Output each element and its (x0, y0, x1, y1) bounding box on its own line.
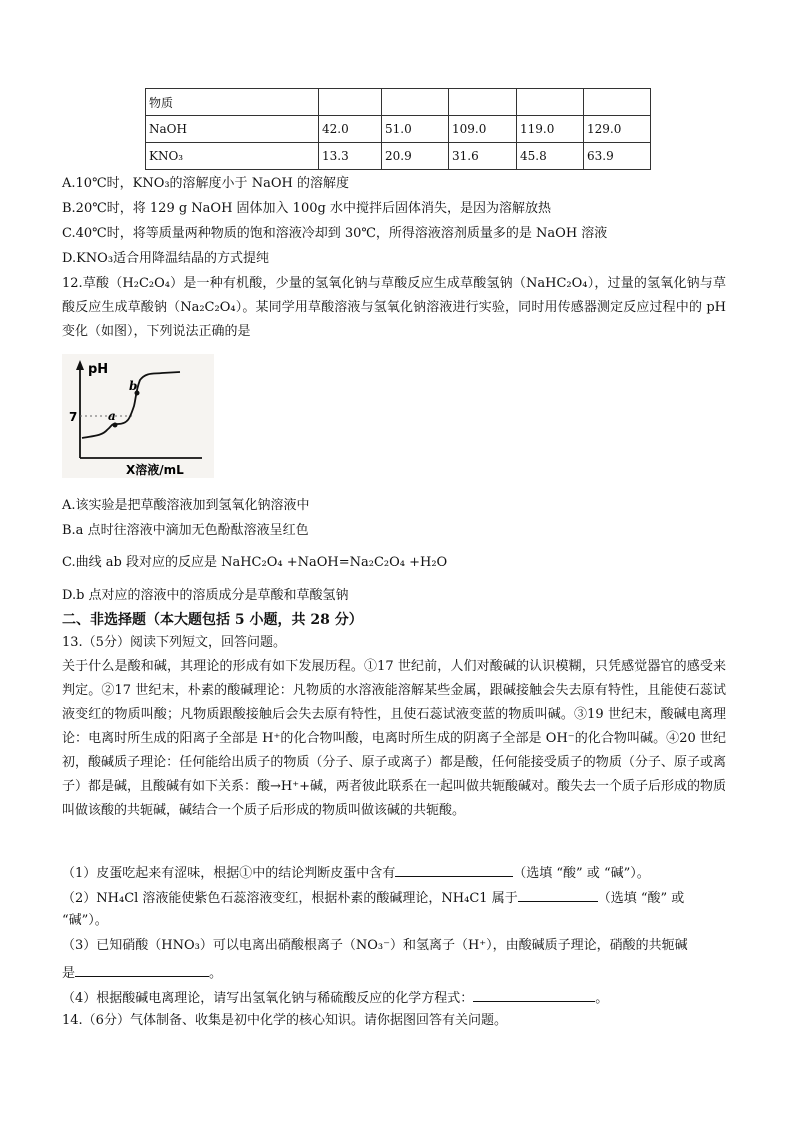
table-cell: 13.3 (319, 143, 382, 170)
x-axis-label: X溶液/mL (126, 463, 184, 477)
table-row (146, 116, 651, 143)
q13-subq-2-cont: “碱”）。 (62, 913, 108, 928)
q13-subq-3-lead: 是 (62, 966, 76, 981)
q11-option-d: D.KNO₃适合用降温结晶的方式提纯 (62, 251, 270, 266)
answer-blank-1[interactable] (395, 862, 513, 877)
table-cell: 42.0 (319, 116, 382, 143)
q13-title: 13.（5分）阅读下列短文，回答问题。 (62, 635, 286, 650)
answer-blank-3[interactable] (75, 962, 209, 977)
q14-title: 14.（6分）气体制备、收集是初中化学的核心知识。请你据图回答有关问题。 (62, 1013, 507, 1028)
table-cell: 119.0 (517, 116, 584, 143)
q12-option-c: C.曲线 ab 段对应的反应是 NaHC₂O₄ +NaOH=Na₂C₂O₄ +H₂O (62, 555, 448, 570)
q13-subq-4-text: （4）根据酸碱电离理论，请写出氢氧化钠与稀硫酸反应的化学方程式： (62, 991, 474, 1006)
q12-option-a: A.该实验是把草酸溶液加到氢氧化钠溶液中 (62, 498, 310, 513)
table-cell: 20.9 (382, 143, 449, 170)
q13-subq-1 (62, 862, 650, 883)
table-row (146, 143, 651, 170)
table-cell: KNO₃ (146, 143, 319, 170)
table-cell (584, 89, 651, 116)
q13-subq-4-end: 。 (595, 991, 609, 1006)
table-cell: 31.6 (449, 143, 517, 170)
table-cell (382, 89, 449, 116)
table-cell: 129.0 (584, 116, 651, 143)
ph-curve-chart (62, 354, 214, 478)
q13-subq-1-text: （1）皮蛋吃起来有涩味，根据①中的结论判断皮蛋中含有 (62, 866, 396, 881)
point-b-label: b (129, 379, 138, 393)
table-cell (517, 89, 584, 116)
table-cell: 物质 (146, 89, 319, 116)
q12-option-b: B.a 点时往溶液中滴加无色酚酞溶液呈红色 (62, 523, 309, 538)
table-cell: 51.0 (382, 116, 449, 143)
q13-subq-3-cont (62, 962, 222, 983)
q11-option-a: A.10℃时，KNO₃的溶解度小于 NaOH 的溶解度 (62, 176, 349, 191)
q13-subq-2-text: （2）NH₄Cl 溶液能使紫色石蕊溶液变红，根据朴素的酸碱理论，NH₄C1 属于 (62, 891, 518, 906)
q13-subq-2 (62, 887, 684, 908)
table-header-row (146, 89, 651, 116)
table-cell: 109.0 (449, 116, 517, 143)
q13-passage: 关于什么是酸和碱，其理论的形成有如下发展历程。①17 世纪前，人们对酸碱的认识模糊，只凭感觉器官的感受来判定。②17 世纪末，朴素的酸碱理论：凡物质的水溶液能溶解某些金属，跟碱接触会失去原有特性，且能使石蕊试液变红的物质叫酸；凡物质跟酸接触后会失去原有特性，且使石蕊试液变蓝的物质叫碱。③19 世纪末，酸碱电离理论：电离时所生成的阳离子全部是 H⁺的化合物叫酸，电离时所生成的阴离子全部是 OH⁻的化合物叫碱。④20 世纪初，酸碱质子理论：任何能给出质子的物质（分子、原子或离子）都是酸，任何能接受质子的物质（分子、原子或离子）都是碱，且酸碱有如下关系：酸→H⁺+碱，两者彼此联系在一起叫做共轭酸碱对。酸失去一个质子后形成的物质叫做该酸的共轭碱，碱结合一个质子后形成的物质叫做该碱的共轭酸。 (62, 659, 726, 818)
q11-option-b: B.20℃时，将 129 g NaOH 固体加入 100g 水中搅拌后固体消失，是因为溶解放热 (62, 201, 551, 216)
y-axis-label: pH (88, 362, 109, 377)
y-tick-7: 7 (69, 410, 78, 424)
table-cell: 63.9 (584, 143, 651, 170)
q13-subq-4 (62, 987, 608, 1008)
answer-blank-4[interactable] (473, 987, 595, 1002)
q13-subq-3-end: 。 (209, 966, 223, 981)
point-a-marker (113, 423, 118, 428)
q13-subq-2-hint: （选填 “酸” 或 (597, 891, 685, 906)
q11-option-c: C.40℃时，将等质量两种物质的饱和溶液冷却到 30℃，所得溶液溶剂质量多的是 NaOH 溶液 (62, 226, 608, 241)
table-cell: 45.8 (517, 143, 584, 170)
point-a-label: a (108, 409, 116, 423)
section-heading: 二、非选择题（本大题包括 5 小题，共 28 分） (62, 612, 363, 628)
chart-background (62, 354, 214, 478)
q13-subq-3: （3）已知硝酸（HNO₃）可以电离出硝酸根离子（NO₃⁻）和氢离子（H⁺），由酸碱质子理论，硝酸的共轭碱 (62, 938, 688, 953)
solubility-table (145, 88, 651, 170)
table-cell: NaOH (146, 116, 319, 143)
table-cell (319, 89, 382, 116)
q13-subq-1-hint: （选填 “酸” 或 “碱”）。 (513, 866, 650, 881)
q12-stem: 12.草酸（H₂C₂O₄）是一种有机酸，少量的氢氧化钠与草酸反应生成草酸氢钠（NaHC₂O₄），过量的氢氧化钠与草酸反应生成草酸钠（Na₂C₂O₄）。某同学用草酸溶液与氢氧化钠溶液进行实验，同时用传感器测定反应过程中的 pH 变化（如图），下列说法正确的是 (62, 276, 726, 339)
table-cell (449, 89, 517, 116)
q12-option-d: D.b 点对应的溶液中的溶质成分是草酸和草酸氢钠 (62, 588, 349, 603)
answer-blank-2[interactable] (518, 887, 598, 902)
